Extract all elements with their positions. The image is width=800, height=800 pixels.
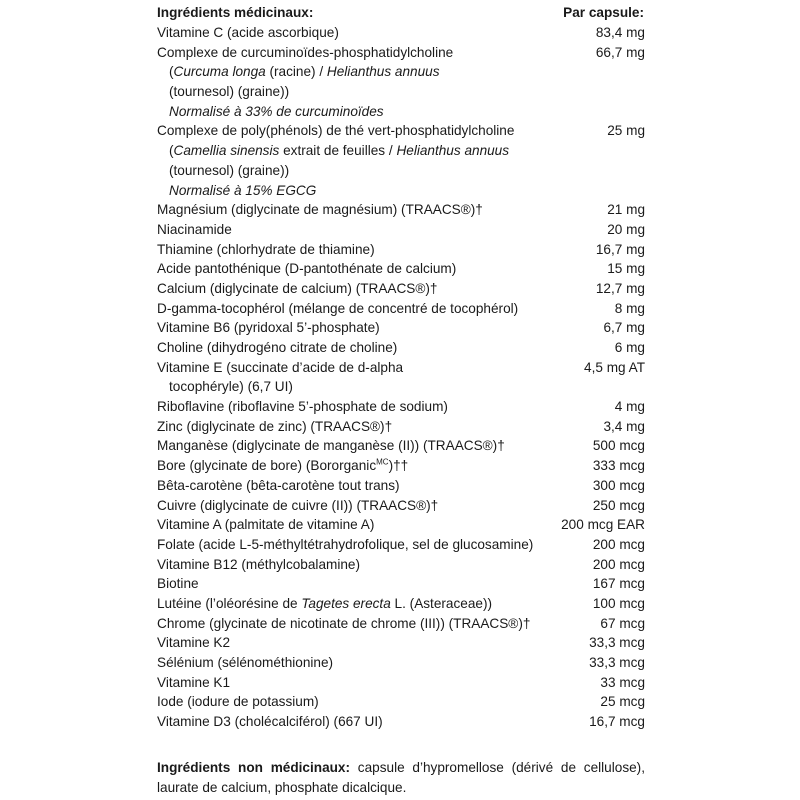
table-row [157,574,645,594]
ingredient-name [157,43,586,122]
ingredient-name [157,555,583,575]
ingredient-name [157,200,597,220]
text-fragment: )†† [388,458,409,474]
non-medicinal-label: Ingrédients non médicinaux: [157,760,351,775]
table-row [157,653,645,673]
ingredient-name [157,338,605,358]
table-header [157,2,645,23]
table-row [157,43,645,122]
ingredient-name [157,496,583,516]
ingredient-amount: 83,4 mg [595,25,645,40]
latin-name: Helianthus annuus [396,143,510,159]
ingredient-line: Vitamine A (palmitate de vitamine A) [157,517,375,533]
table-row [157,692,645,712]
non-medicinal-ingredients [157,758,645,798]
ingredient-line: Complexe de poly(phénols) de thé vert-phosphatidylcholine [157,123,515,139]
ingredient-line: Vitamine K1 [157,674,231,690]
ingredient-amount: 6 mg [614,340,645,355]
table-row [157,515,645,535]
ingredient-name [157,23,586,43]
ingredient-name [157,397,605,417]
ingredient-detail-line: (tournesol) (graine)) [169,162,290,178]
ingredient-line: Zinc (diglycinate de zinc) (TRAACS®)† [157,418,393,434]
ingredient-name [157,476,583,496]
table-row [157,476,645,496]
medicinal-ingredients-heading: Ingrédients médicinaux: [157,5,314,20]
per-capsule-heading: Par capsule: [563,5,644,20]
ingredient-line [157,456,583,476]
ingredient-rows [157,23,645,732]
ingredient-line: Vitamine B6 (pyridoxal 5’-phosphate) [157,320,380,336]
ingredient-amount: 200 mcg [592,536,645,552]
ingredient-line: Magnésium (diglycinate de magnésium) (TRAACS®)† [157,202,483,218]
ingredient-name [157,574,583,594]
table-row [157,436,645,456]
ingredient-name [157,653,579,673]
ingredient-name [157,220,597,240]
ingredient-amount: 66,7 mg [595,44,645,60]
ingredient-line: Vitamine C (acide ascorbique) [157,25,339,40]
ingredient-name [157,299,605,319]
latin-name: Camellia sinensis [173,143,280,159]
ingredient-line: Folate (acide L-5-méthyltétrahydrofolique, sel de glucosamine) [157,536,534,552]
ingredient-amount: 20 mg [607,221,645,237]
non-medicinal-text-1: capsule d’hypromellose (dérivé de cellulose), [350,760,645,775]
table-row [157,633,645,653]
ingredient-amount: 15 mg [607,261,645,277]
ingredient-amount: 33 mcg [600,674,645,690]
ingredient-line: Vitamine E (succinate d’acide de d-alpha [157,359,404,375]
text-fragment: extrait de feuilles / [279,143,397,159]
table-row [157,496,645,516]
ingredient-amount: 25 mcg [600,694,645,710]
table-row [157,259,645,279]
ingredient-detail-line: (tournesol) (graine)) [169,84,290,100]
ingredient-name [157,240,586,260]
text-fragment: Lutéine (l’oléorésine de [157,595,302,611]
table-row [157,200,645,220]
text-fragment: ( [169,143,174,159]
ingredient-amount: 3,4 mg [603,418,645,434]
ingredient-line: Biotine [157,576,199,592]
table-row [157,318,645,338]
table-row [157,712,645,732]
ingredient-amount: 167 mcg [592,576,645,592]
ingredient-line: D-gamma-tocophérol (mélange de concentré de tocophérol) [157,300,519,316]
ingredient-line: Vitamine D3 (cholécalciférol) (667 UI) [157,714,383,730]
ingredient-line: Cuivre (diglycinate de cuivre (II)) (TRAACS®)† [157,497,439,513]
latin-name: Tagetes erecta [301,595,391,611]
ingredient-line: Vitamine B12 (méthylcobalamine) [157,556,360,572]
trademark-superscript: MC [376,457,389,467]
ingredient-amount: 16,7 mcg [589,714,645,730]
table-row [157,456,645,476]
ingredient-name [157,456,583,476]
ingredient-amount: 25 mg [607,123,645,139]
ingredient-amount: 33,3 mcg [589,655,645,670]
ingredient-line: Riboflavine (riboflavine 5’-phosphate de sodium) [157,399,448,415]
table-row [157,358,645,397]
table-row [157,417,645,437]
text-fragment: ( [169,64,174,80]
ingredient-name [157,594,583,614]
ingredient-amount: 8 mg [614,300,645,316]
ingredient-line: Choline (dihydrogéno citrate de choline) [157,340,398,355]
ingredient-line: Manganèse (diglycinate de manganèse (II)) (TRAACS®)† [157,438,505,454]
ingredient-amount: 12,7 mg [595,280,645,296]
ingredient-name [157,614,590,634]
ingredients-table [157,2,645,732]
table-row [157,279,645,299]
text-fragment: L. (Asteraceae)) [390,595,493,611]
ingredient-detail-line: Normalisé à 15% EGCG [169,182,317,198]
ingredient-line: Chrome (glycinate de nicotinate de chrome (III)) (TRAACS®)† [157,615,531,631]
ingredient-line: Vitamine K2 [157,635,231,651]
ingredient-name [157,515,551,535]
ingredient-line [157,594,583,614]
ingredient-line: Calcium (diglycinate de calcium) (TRAACS®)† [157,280,438,296]
ingredient-amount: 16,7 mg [595,241,645,257]
latin-name: Helianthus annuus [326,64,440,80]
non-medicinal-line-1 [157,758,645,778]
ingredient-name [157,436,583,456]
ingredient-name [157,633,579,653]
table-row [157,614,645,634]
ingredient-amount: 100 mcg [592,595,645,611]
ingredient-amount: 67 mcg [600,615,645,631]
ingredient-line: Iode (iodure de potassium) [157,694,319,710]
ingredient-name [157,121,597,200]
ingredient-name [157,358,574,397]
ingredient-amount: 300 mcg [592,477,645,493]
ingredient-name [157,692,590,712]
table-row [157,555,645,575]
ingredient-name [157,318,593,338]
ingredient-amount: 250 mcg [592,497,645,513]
table-row [157,594,645,614]
ingredient-detail-line [157,62,586,82]
ingredient-line: Acide pantothénique (D-pantothénate de calcium) [157,261,457,277]
text-fragment: (racine) / [265,64,327,80]
ingredient-amount: 4,5 mg AT [584,359,645,375]
table-row [157,535,645,555]
non-medicinal-text-2: laurate de calcium, phosphate dicalcique. [157,780,407,795]
ingredient-detail-line [157,141,597,161]
ingredient-line: Bêta-carotène (bêta-carotène tout trans) [157,477,400,493]
ingredient-amount: 200 mcg EAR [561,517,645,533]
ingredient-detail-line: Normalisé à 33% de curcuminoïdes [169,103,384,119]
table-row [157,220,645,240]
ingredient-name [157,712,579,732]
table-row [157,673,645,693]
ingredient-name [157,279,586,299]
ingredient-line: Niacinamide [157,221,232,237]
ingredient-name [157,673,590,693]
ingredient-amount: 333 mcg [592,458,645,474]
ingredient-name [157,259,597,279]
ingredient-line: Complexe de curcuminoïdes-phosphatidylcholine [157,44,454,60]
table-row [157,240,645,260]
table-row [157,23,645,43]
table-row [157,299,645,319]
ingredient-amount: 21 mg [607,202,645,218]
ingredient-amount: 200 mcg [592,556,645,572]
text-fragment: Bore (glycinate de bore) (Bororganic [157,458,377,474]
ingredient-name [157,535,583,555]
ingredient-line: Sélénium (sélénométhionine) [157,655,334,670]
ingredient-amount: 500 mcg [592,438,645,454]
ingredient-name [157,417,593,437]
latin-name: Curcuma longa [173,64,266,80]
ingredient-amount: 6,7 mg [603,320,645,336]
ingredient-amount: 33,3 mcg [589,635,645,651]
table-row [157,397,645,417]
ingredient-detail-line: tocophéryle) (6,7 UI) [169,379,293,395]
ingredient-line: Thiamine (chlorhydrate de thiamine) [157,241,375,257]
table-row [157,121,645,200]
ingredient-amount: 4 mg [614,399,645,415]
table-row [157,338,645,358]
